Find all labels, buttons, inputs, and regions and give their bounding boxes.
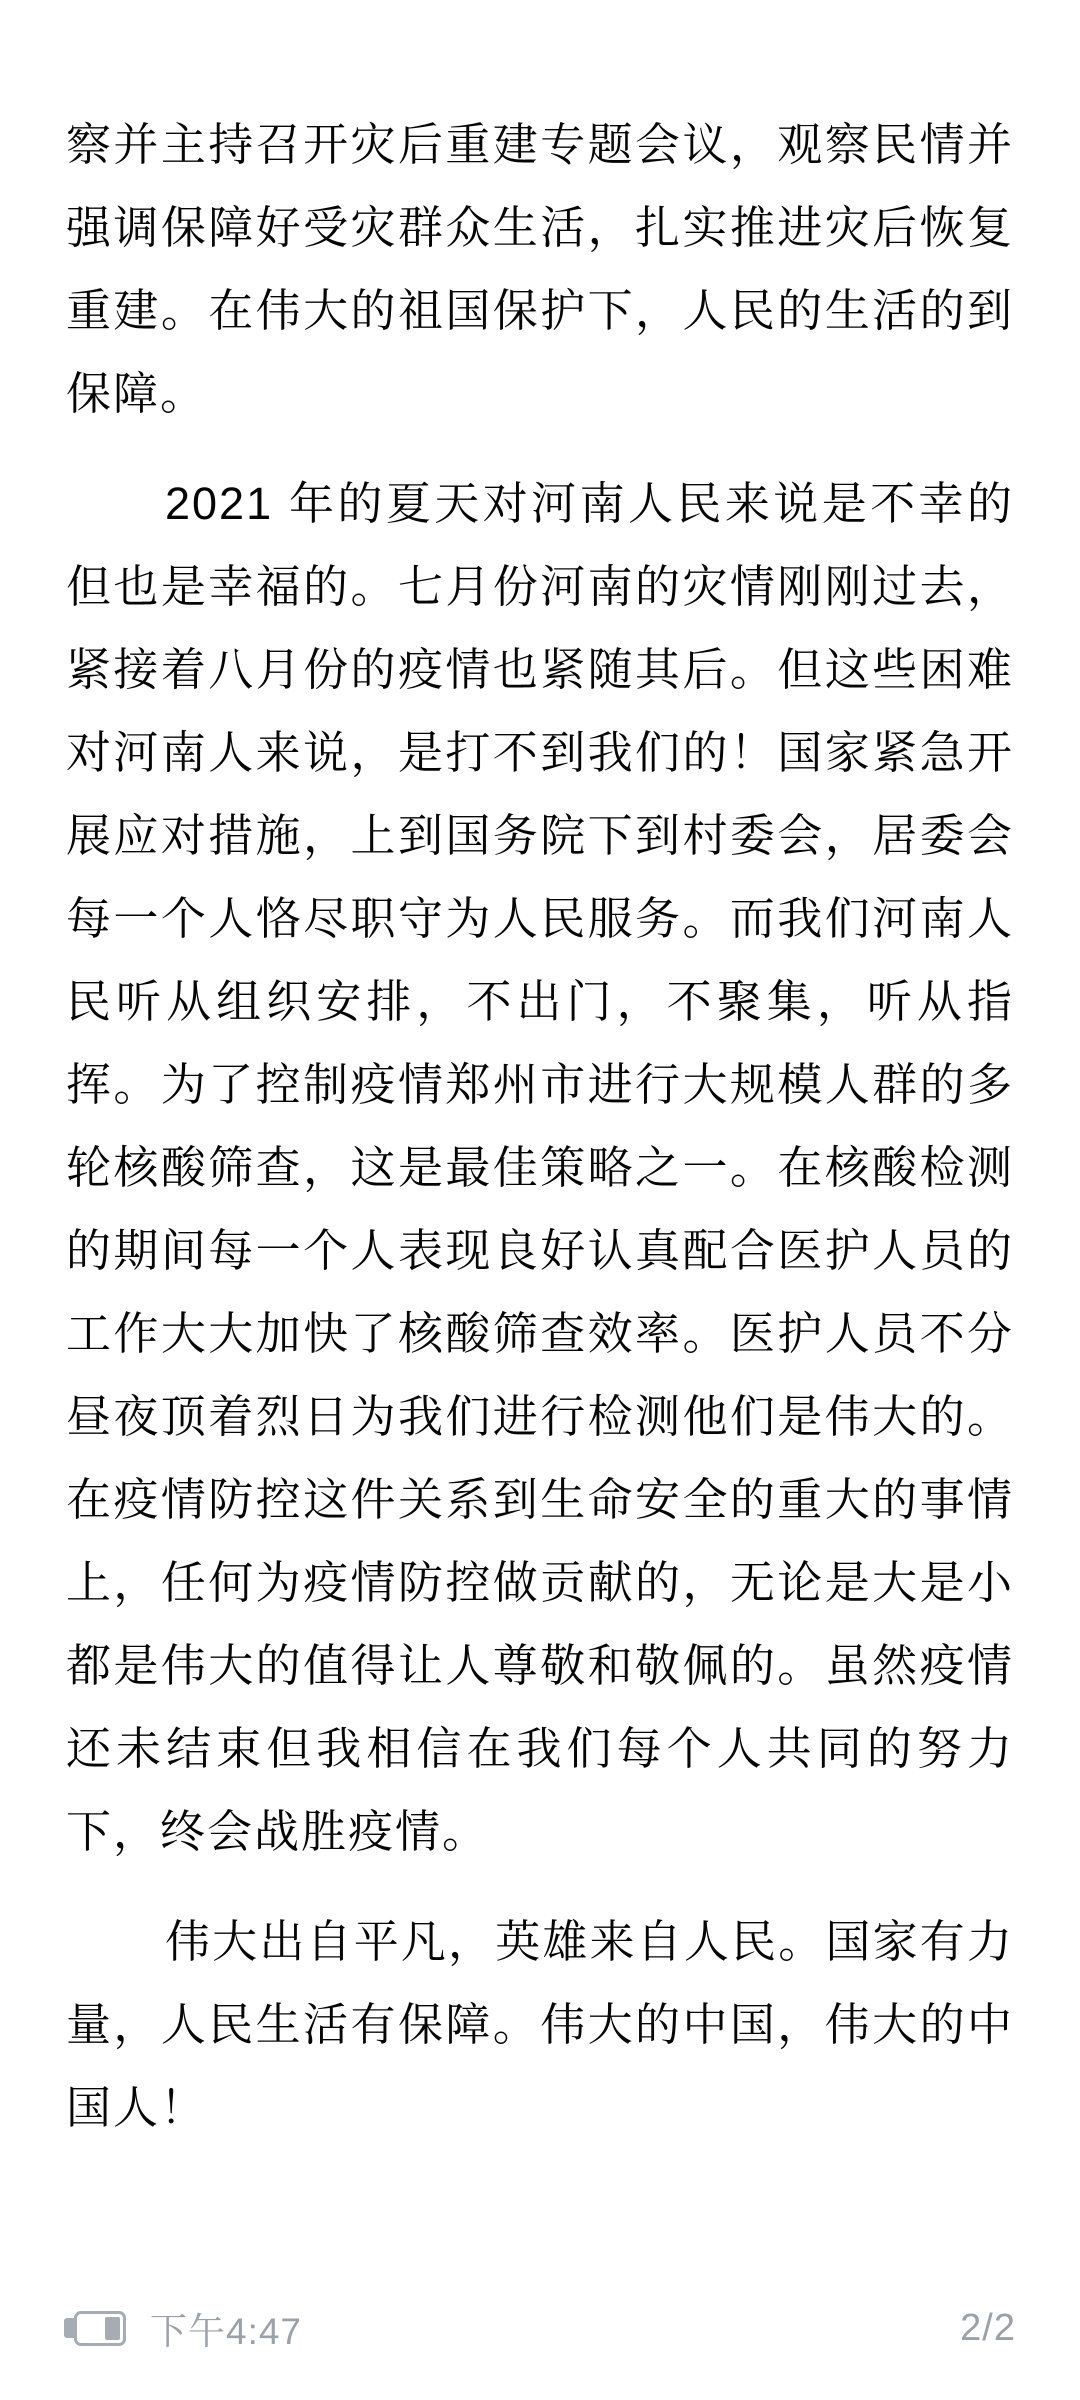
paragraph-1: 察并主持召开灾后重建专题会议，观察民情并强调保障好受灾群众生活，扎实推进灾后恢复重建。在伟大的祖国保护下，人民的生活的到保障。 [66, 119, 1014, 419]
battery-icon [64, 2311, 126, 2346]
battery-body [74, 2311, 126, 2346]
status-left-group [64, 2301, 302, 2355]
battery-cap [64, 2318, 74, 2338]
reader-status-bar [0, 2296, 1080, 2360]
clock-time: 下午4:47 [150, 2311, 303, 2352]
document-text-area [66, 103, 1014, 2149]
paragraph-2: 2021 年的夏天对河南人民来说是不幸的但也是幸福的。七月份河南的灾情刚刚过去，紧接着八月份的疫情也紧随其后。但这些困难对河南人来说，是打不到我们的！国家紧急开展应对措施，上到国务院下到村委会，居委会每一个人恪尽职守为人民服务。而我们河南人民听从组织安排，不出门，不聚集，听从指挥。为了控制疫情郑州市进行大规模人群的多轮核酸筛查，这是最佳策略之一。在核酸检测的期间每一个人表现良好认真配合医护人员的工作大大加快了核酸筛查效率。医护人员不分昼夜顶着烈日为我们进行检测他们是伟大的。在疫情防控这件关系到生命安全的重大的事情上，任何为疫情防控做贡献的，无论是大是小都是伟大的值得让人尊敬和敬佩的。虽然疫情还未结束但我相信在我们每个人共同的努力下，终会战胜疫情。 [66, 478, 1014, 1857]
page-indicator: 2/2 [960, 2306, 1016, 2349]
battery-fill [105, 2317, 120, 2340]
paragraph-3: 伟大出自平凡，英雄来自人民。国家有力量，人民生活有保障。伟大的中国，伟大的中国人！ [66, 1916, 1014, 2133]
